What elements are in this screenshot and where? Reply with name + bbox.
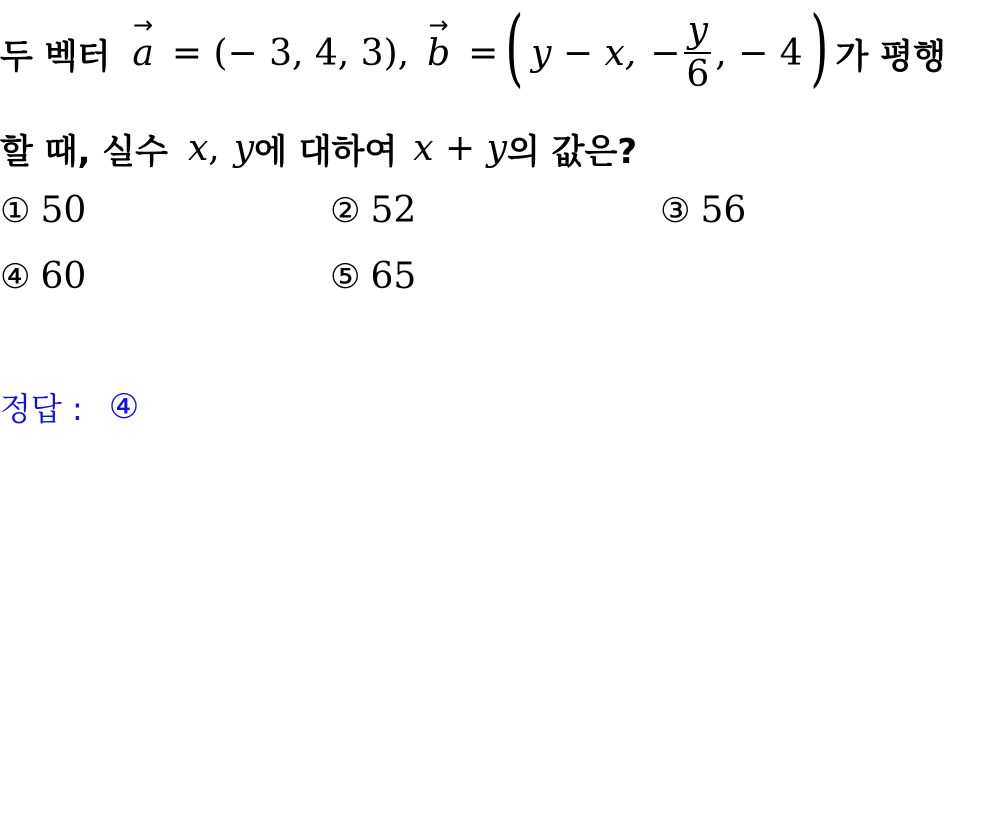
question-line-2 — [0, 124, 637, 172]
vector-b-component-3: , − 4 — [715, 32, 803, 74]
variable-y: y — [233, 127, 255, 169]
vector-b: → b — [427, 10, 451, 74]
choice-mark: ④ — [0, 257, 31, 297]
choice-mark: ⑤ — [330, 257, 361, 297]
comma: , — [208, 127, 220, 169]
question-text-2: 에 대하여 — [254, 131, 398, 172]
choice-value: 50 — [40, 190, 87, 231]
question-text-1: 할 때, 실수 — [0, 131, 168, 172]
left-paren: ( — [505, 0, 524, 96]
choice-3[interactable] — [660, 190, 746, 231]
fraction-denominator: 6 — [686, 54, 710, 95]
choice-mark: ① — [0, 191, 31, 231]
choice-5[interactable] — [330, 256, 416, 297]
fraction-y-over-6 — [684, 10, 711, 95]
choice-value: 52 — [370, 190, 417, 231]
vector-b-equals: = — [468, 32, 499, 74]
question-prefix: 두 벡터 — [0, 36, 111, 77]
choice-value: 60 — [40, 256, 87, 297]
choice-2[interactable] — [330, 190, 416, 231]
answer-label: 정답 : — [0, 390, 83, 428]
choice-mark: ③ — [660, 191, 691, 231]
choice-mark: ② — [330, 191, 361, 231]
question-suffix: 가 평행 — [835, 36, 946, 77]
variable-x: x — [187, 127, 209, 169]
right-paren: ) — [810, 0, 829, 96]
expression-x-plus-y: x + y — [413, 127, 507, 169]
vector-arrow-icon: → — [133, 10, 154, 39]
vector-b-component-2-sign: − — [650, 32, 681, 74]
vector-arrow-icon: → — [428, 10, 449, 39]
fraction-numerator: y — [687, 10, 709, 51]
choice-1[interactable] — [0, 190, 86, 231]
choice-4[interactable] — [0, 256, 86, 297]
vector-b-component-1: y − x, — [531, 32, 637, 74]
vector-a-components: = (− 3, 4, 3), — [171, 32, 410, 74]
choice-value: 56 — [700, 190, 747, 231]
question-text-3: 의 값은? — [507, 131, 638, 172]
choice-value: 65 — [370, 256, 417, 297]
answer-value: ④ — [108, 387, 140, 427]
question-line-1 — [0, 0, 946, 96]
vector-a: → a — [132, 10, 154, 74]
answer-line — [0, 384, 139, 430]
